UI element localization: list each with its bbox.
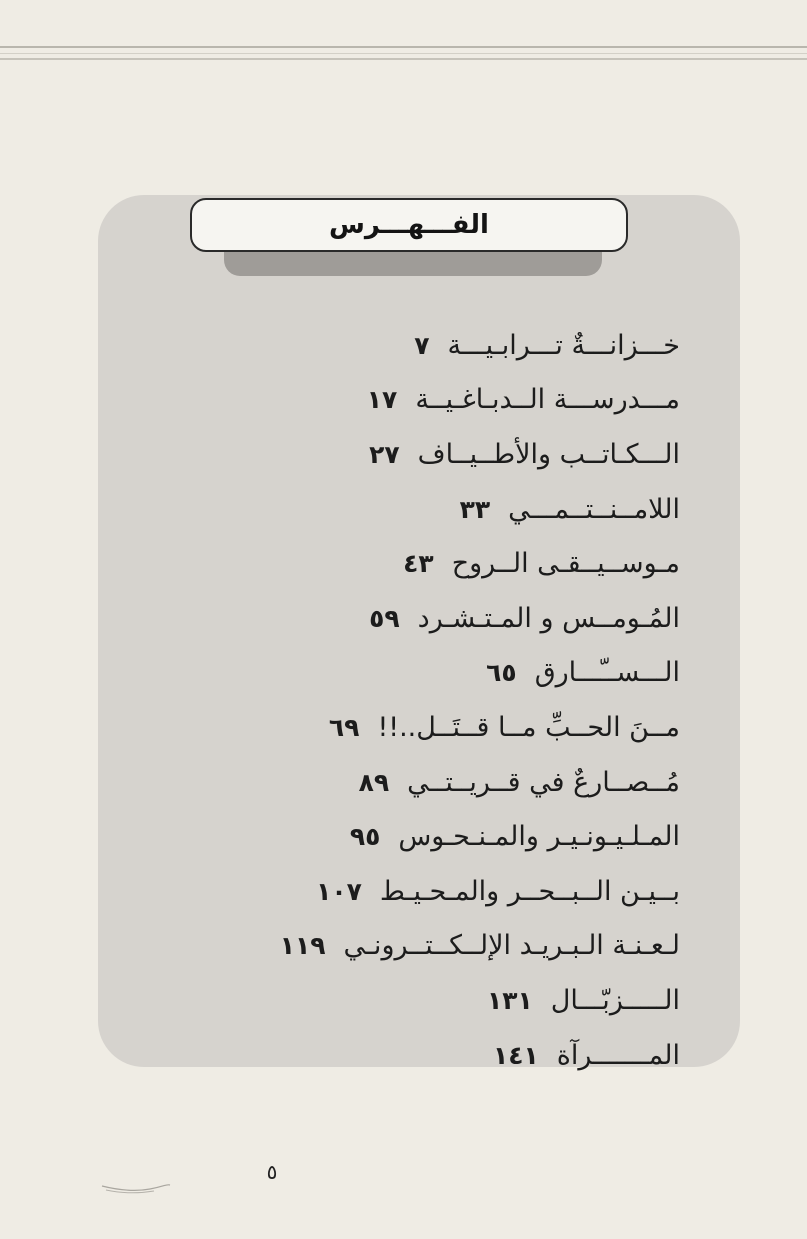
toc-entry-title: مـوســيــقـى الــروح <box>451 548 680 580</box>
toc-entry-title: مــنَ الحــبِّ مــا قــتَــل..!! <box>377 711 680 743</box>
toc-entry <box>200 373 680 428</box>
pen-mark-scribble <box>100 1178 172 1198</box>
toc-entry-page: ١١٩ <box>279 931 326 961</box>
toc-entry <box>200 536 680 591</box>
toc-entry-title: مُــصــارعٌ في قــريــتــي <box>407 766 680 798</box>
toc-entry-page: ١٣١ <box>486 985 533 1015</box>
toc-entry-page: ٩٥ <box>349 822 381 852</box>
toc-entry-page: ٦٩ <box>328 712 360 742</box>
toc-entry-page: ١٧ <box>366 385 398 415</box>
toc-entry-title: الـــســّـــارق <box>534 657 680 689</box>
toc-entry-title: المـــــــرآة <box>556 1039 680 1071</box>
toc-entry <box>200 864 680 919</box>
toc-entry <box>200 919 680 974</box>
toc-entry <box>200 318 680 373</box>
toc-entry-title: المُـومــس و المـتـشـرد <box>417 602 680 634</box>
toc-entry <box>200 973 680 1028</box>
toc-entry <box>200 591 680 646</box>
toc-entry <box>200 809 680 864</box>
toc-entry <box>200 755 680 810</box>
toc-entry-page: ٣٣ <box>459 494 491 524</box>
title-banner <box>190 198 628 252</box>
toc-entry <box>200 1028 680 1083</box>
toc-entry-page: ١٠٧ <box>316 876 362 906</box>
toc-entry-title: خـــزانـــةٌ تـــرابـيـــة <box>447 329 680 361</box>
toc-entry <box>200 646 680 701</box>
toc-entry-page: ٦٥ <box>486 658 517 688</box>
toc-entry <box>200 482 680 537</box>
toc-entry <box>200 700 680 755</box>
toc-entry <box>200 427 680 482</box>
toc-entry-page: ٢٧ <box>369 439 400 469</box>
toc-entry-title: الـــكـاتــب والأطــيــاف <box>417 438 680 470</box>
toc-entry-title: لـعـنـة الـبـريـد الإلــكــتــرونـي <box>343 930 680 962</box>
page-number: ٥ <box>266 1160 278 1184</box>
toc-entry-title: بــيـن الــبــحــر والمـحـيـط <box>379 875 680 907</box>
toc-entry-page: ١٤١ <box>492 1040 539 1070</box>
toc-entry-title: الـــــزبّـــال <box>550 984 680 1016</box>
toc-entry-title: اللامــنــتــمـــي <box>508 493 680 525</box>
toc-entry-page: ٨٩ <box>358 767 390 797</box>
toc-title: الفـــهـــرس <box>329 210 489 240</box>
toc-list <box>200 318 680 1082</box>
toc-entry-title: مـــدرســـة الــدبـاغـيــة <box>415 384 680 416</box>
toc-entry-page: ٥٩ <box>369 603 400 633</box>
toc-entry-title: المـلـيـونـيـر والمـنـحـوس <box>398 821 680 853</box>
toc-entry-page: ٧ <box>414 330 430 360</box>
toc-entry-page: ٤٣ <box>403 549 434 579</box>
top-rule <box>0 46 807 60</box>
